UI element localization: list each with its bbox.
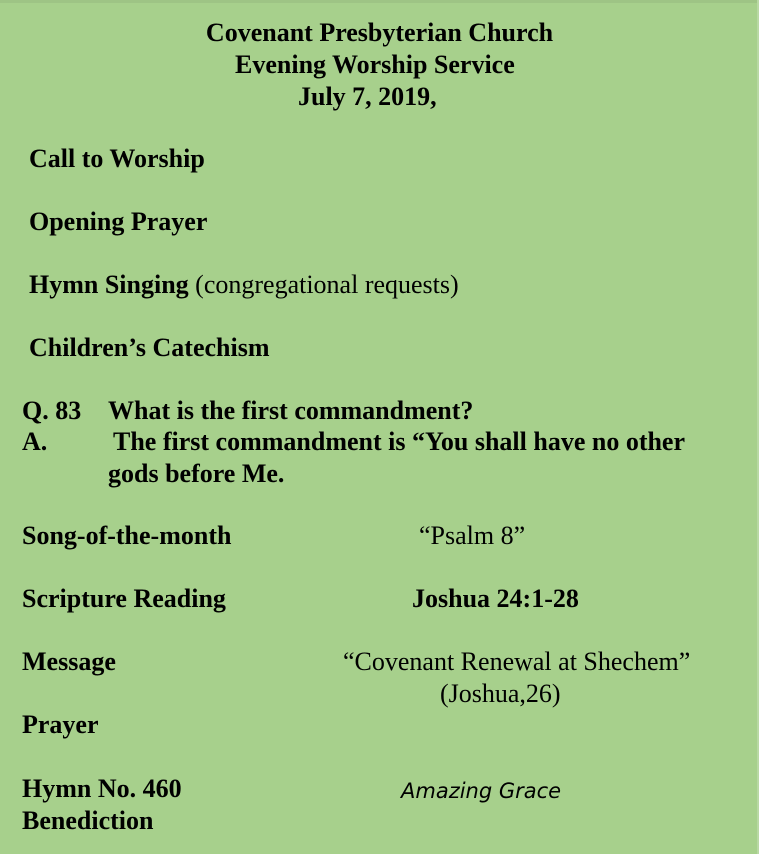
hymn-singing-note: (congregational requests) — [195, 270, 459, 299]
answer-line-1: The first commandment is “You shall have no other — [113, 427, 686, 456]
answer-line-2: gods before Me. — [108, 459, 285, 488]
service-date: July 7, 2019, — [298, 82, 437, 111]
song-label: Song-of-the-month — [22, 521, 232, 550]
top-border — [0, 0, 759, 3]
question-text: What is the first commandment? — [108, 396, 474, 425]
childrens-catechism: Children’s Catechism — [29, 333, 270, 362]
scripture-value: Joshua 24:1-28 — [412, 584, 579, 613]
call-to-worship: Call to Worship — [29, 144, 205, 173]
hymn-title: Amazing Grace — [401, 779, 562, 803]
hymn-singing-line — [29, 270, 459, 300]
hymn-number-label: Hymn No. 460 — [22, 774, 182, 803]
benediction-label: Benediction — [22, 806, 154, 835]
song-value: “Psalm 8” — [419, 521, 526, 550]
opening-prayer: Opening Prayer — [29, 207, 208, 236]
message-title: “Covenant Renewal at Shechem” — [343, 647, 691, 676]
message-reference: (Joshua,26) — [440, 679, 561, 708]
prayer-label: Prayer — [22, 710, 99, 739]
question-label: Q. 83 — [22, 396, 82, 425]
message-label: Message — [22, 647, 116, 676]
scripture-label: Scripture Reading — [22, 584, 226, 613]
answer-label: A. — [22, 427, 48, 456]
church-name: Covenant Presbyterian Church — [205, 18, 554, 47]
hymn-singing-label: Hymn Singing — [29, 270, 189, 299]
service-title: Evening Worship Service — [235, 50, 515, 79]
